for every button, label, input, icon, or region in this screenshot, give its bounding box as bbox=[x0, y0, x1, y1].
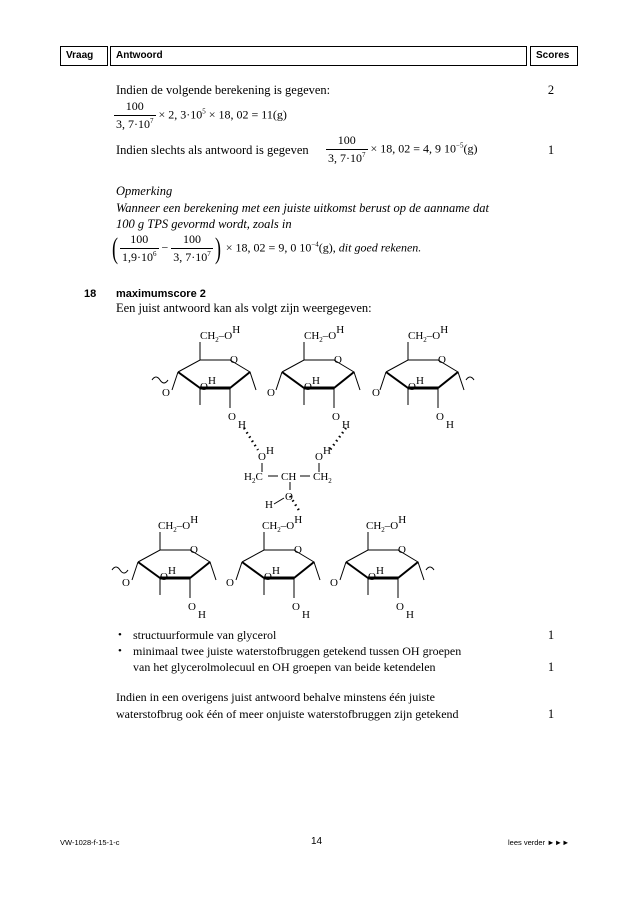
svg-text:O: O bbox=[398, 544, 406, 556]
remark-line-1: Wanneer een berekening met een juiste uitkomst berust op de aanname dat bbox=[116, 201, 489, 215]
svg-text:H: H bbox=[198, 609, 206, 621]
hydrogen-bonds bbox=[244, 428, 346, 512]
svg-text:O: O bbox=[190, 544, 198, 556]
svg-text:O: O bbox=[294, 544, 302, 556]
svg-text:O: O bbox=[228, 411, 236, 423]
svg-text:CH2–OH: $CH_2-OH$ bbox=[304, 324, 345, 344]
header-vraag: Vraag bbox=[60, 46, 108, 66]
footer-code: VW-1028-f-15-1-c bbox=[60, 838, 120, 847]
header-scores: Scores bbox=[530, 46, 578, 66]
structure-diagram bbox=[0, 310, 636, 630]
svg-text:OH: OH bbox=[368, 565, 384, 583]
bullet-2-score: 1 bbox=[547, 660, 555, 674]
bullet-dot: • bbox=[118, 629, 122, 641]
question-number: 18 bbox=[84, 288, 97, 300]
svg-text:CH2–OH: $CH_2-OH$ bbox=[366, 514, 407, 534]
only-answer-text: Indien slechts als antwoord is gegeven bbox=[116, 143, 309, 157]
svg-text:O: O bbox=[162, 387, 170, 399]
formula-1: $\frac{100}{3, 7\cdot 10^7}$ × 2, $3\cdot 10^5 \times 18$, 02 = 11(g) bbox=[116, 99, 287, 131]
note-score: 1 bbox=[547, 707, 555, 721]
note-line-1: Indien in een overigens juist antwoord behalve minstens één juiste bbox=[116, 690, 435, 704]
footer-next: lees verder ►►► bbox=[508, 838, 570, 847]
svg-text:O: O bbox=[332, 411, 340, 423]
svg-text:OH: OH bbox=[408, 375, 424, 393]
bullet-2-line-1: minimaal twee juiste waterstofbruggen getekend tussen OH groepen bbox=[133, 644, 462, 658]
page-number: 14 bbox=[311, 836, 323, 847]
top-chain bbox=[152, 324, 474, 431]
svg-text:H2C: $H_2C$ bbox=[244, 471, 263, 485]
svg-text:H: H bbox=[342, 419, 350, 431]
note-line-2: waterstofbrug ook één of meer onjuiste waterstofbruggen zijn getekend bbox=[116, 707, 459, 721]
remark-line-2: 100 g TPS gevormd wordt, zoals in bbox=[116, 217, 292, 231]
svg-text:O: O bbox=[292, 601, 300, 613]
header-antwoord: Antwoord bbox=[110, 46, 527, 66]
glycerol bbox=[244, 445, 332, 511]
fraction: $\frac{100}{3, 7\cdot 10^7}$ bbox=[116, 99, 154, 131]
svg-text:O: O bbox=[285, 491, 293, 503]
svg-text:CH2–OH: $CH_2-OH$ bbox=[200, 324, 241, 344]
svg-text:H: H bbox=[265, 499, 273, 511]
svg-text:O: O bbox=[122, 577, 130, 589]
svg-text:OH: OH bbox=[315, 445, 331, 463]
calc-score-1: 2 bbox=[547, 83, 555, 97]
bottom-chain bbox=[112, 514, 434, 621]
calc-score-2: 1 bbox=[547, 143, 555, 157]
calc-intro: Indien de volgende berekening is gegeven: bbox=[116, 83, 331, 97]
formula-2: $\frac{100}{3, 7\cdot 10^7}$ × 18, 02 = 4, 9 $10^{-5}(g)$ bbox=[328, 133, 478, 165]
svg-text:H: H bbox=[302, 609, 310, 621]
svg-text:CH2: $CH_2$ bbox=[313, 471, 332, 485]
remark-title: Opmerking bbox=[116, 184, 173, 198]
formula-3: ( $\frac{100}{1,9\cdot 10^6}$ − $\frac{100}{3, 7\cdot 10^7}$ ) × 18, 02 = 9, 0 $10^{-4}(g)$, dit goed rekenen. bbox=[112, 231, 422, 265]
svg-text:H: H bbox=[406, 609, 414, 621]
svg-text:OH: OH bbox=[200, 375, 216, 393]
svg-text:O: O bbox=[226, 577, 234, 589]
question-intro: Een juist antwoord kan als volgt zijn weergegeven: bbox=[116, 301, 372, 315]
top-labels bbox=[162, 324, 454, 431]
svg-text:O: O bbox=[330, 577, 338, 589]
svg-text:OH: OH bbox=[160, 565, 176, 583]
svg-text:H: H bbox=[238, 419, 246, 431]
svg-text:OH: OH bbox=[258, 445, 274, 463]
bullet-dot: • bbox=[118, 645, 122, 657]
question-title: maximumscore 2 bbox=[116, 288, 206, 300]
svg-text:CH: CH bbox=[281, 471, 297, 483]
svg-text:CH2–OH: $CH_2-OH$ bbox=[262, 514, 303, 534]
svg-text:O: O bbox=[396, 601, 404, 613]
svg-text:O: O bbox=[438, 354, 446, 366]
svg-text:CH2–OH: $CH_2-OH$ bbox=[408, 324, 449, 344]
svg-text:H: H bbox=[446, 419, 454, 431]
svg-text:O: O bbox=[372, 387, 380, 399]
bullet-1-text: structuurformule van glycerol bbox=[133, 628, 277, 642]
svg-text:OH: OH bbox=[304, 375, 320, 393]
fraction: $\frac{100}{3, 7\cdot 10^7}$ bbox=[328, 133, 366, 165]
bullet-2-line-2: van het glycerolmolecuul en OH groepen van beide ketendelen bbox=[133, 660, 436, 674]
svg-text:O: O bbox=[334, 354, 342, 366]
svg-text:O: O bbox=[436, 411, 444, 423]
svg-text:O: O bbox=[267, 387, 275, 399]
bottom-labels bbox=[122, 514, 414, 621]
svg-text:O: O bbox=[230, 354, 238, 366]
svg-text:CH2–OH: $CH_2-OH$ bbox=[158, 514, 199, 534]
svg-text:OH: OH bbox=[264, 565, 280, 583]
bullet-1-score: 1 bbox=[547, 628, 555, 642]
svg-text:O: O bbox=[188, 601, 196, 613]
